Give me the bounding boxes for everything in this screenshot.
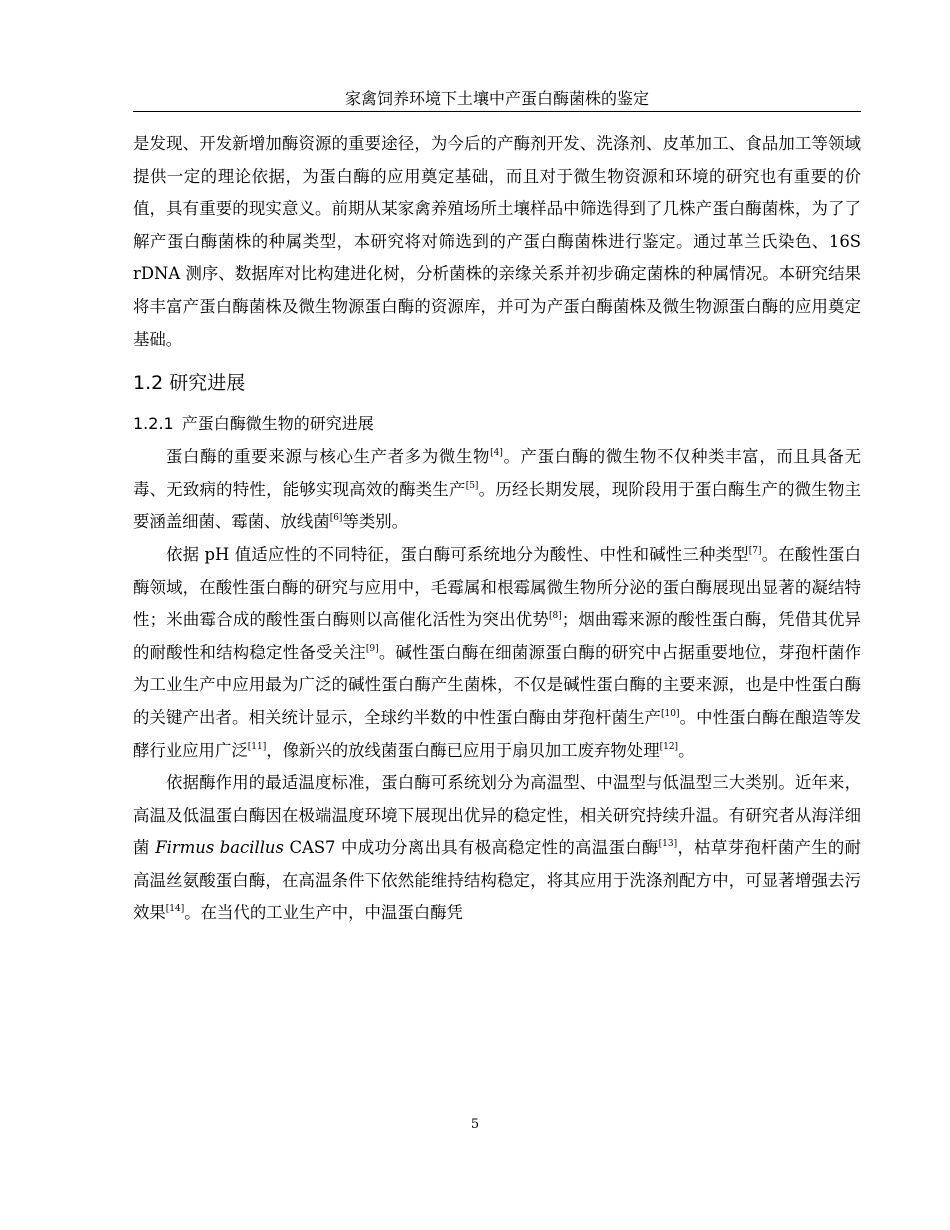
citation: [14] xyxy=(165,904,185,915)
subsection-title: 产蛋白酶微生物的研究进展 xyxy=(181,414,374,434)
text-run: 。碱性蛋白酶在细菌源蛋白酶的研究中占据重要地位，芽孢杆菌作为工业生产中应用最为广泛的碱性蛋白酶产生菌株，不仅是碱性蛋白酶的主要来源，也是中性蛋白酶的关键产出者。相关统计显示，全球约半数的中性蛋白酶由芽孢杆菌生产 xyxy=(133,642,862,727)
text-run: 。在酸性蛋白酶领域，在酸性蛋白酶的研究与应用中，毛霉属和根霉属微生物所分泌的蛋白酶展现出显著的凝结特性；米曲霉合成的酸性蛋白酶则以高催化活性为突出优势 xyxy=(133,544,862,630)
paragraph-microbial-sources xyxy=(133,441,861,539)
text-run: 。中性蛋白酶在酿造等发酵行业应用广泛 xyxy=(133,707,862,760)
page-number: 5 xyxy=(470,1117,480,1132)
subsection-number: 1.2.1 xyxy=(133,414,174,434)
species-name: Firmus bacillus xyxy=(155,838,284,858)
text-run: ，枯草芽孢杆菌产生的耐高温丝氨酸蛋白酶，在高温条件下依然能维持结构稳定，将其应用于洗涤剂配方中，可显著增强去污效果 xyxy=(133,838,862,923)
text-run: ，像新兴的放线菌蛋白酶已应用于扇贝加工废弃物处理 xyxy=(266,740,660,760)
intro-paragraph: 是发现、开发新增加酶资源的重要途径，为今后的产酶剂开发、洗涤剂、皮革加工、食品加工等领域提供一定的理论依据，为蛋白酶的应用奠定基础，而且对于微生物资源和环境的研究也有重要的价值，具有重要的现实意义。前期从某家禽养殖场所土壤样品中筛选得到了几株产蛋白酶菌株，为了了解产蛋白酶菌株的种属类型，本研究将对筛选到的产蛋白酶菌株进行鉴定。通过革兰氏染色、16S rDNA 测序、数据库对比构建进化树，分析菌株的亲缘关系并初步确定菌株的种属情况。本研究结果将丰富产蛋白酶菌株及微生物源蛋白酶的资源库，并可为产蛋白酶菌株及微生物源蛋白酶的应用奠定基础。 xyxy=(133,134,861,349)
text-run: 依据 pH 值适应性的不同特征，蛋白酶可系统地分为酸性、中性和碱性三种类型 xyxy=(166,544,749,564)
text-run: 。在当代的工业生产中，中温蛋白酶凭 xyxy=(184,903,463,923)
citation: [6] xyxy=(329,513,343,524)
paragraph-ph-classification xyxy=(133,539,861,767)
text-run: CAS7 中成功分离出具有极高稳定性的高温蛋白酶 xyxy=(283,838,659,858)
page-body xyxy=(133,128,861,930)
citation: [4] xyxy=(490,448,503,459)
text-run: 。历经长期发展，现阶段用于蛋白酶生产的微生物主要涵盖细菌、霉菌、放线菌 xyxy=(133,479,862,532)
citation: [12] xyxy=(659,741,679,752)
citation: [13] xyxy=(658,839,678,850)
section-heading: 1.2 研究进展 xyxy=(133,372,246,395)
subsection-heading xyxy=(133,404,861,441)
citation: [9] xyxy=(365,643,379,654)
citation: [5] xyxy=(465,480,479,491)
text-run: 。 xyxy=(678,740,695,760)
citation: [7] xyxy=(748,545,762,556)
citation: [11] xyxy=(247,741,267,752)
text-run: 依据酶作用的最适温度标准，蛋白酶可系统划分为高温型、中温型与低温型三大类别。近年来，高温及低温蛋白酶因在极端温度环境下展现出优异的稳定性，相关研究持续升温。有研究者从海洋细菌 xyxy=(133,773,861,858)
text-run: 等类别。 xyxy=(342,512,408,532)
citation: [10] xyxy=(661,708,680,719)
text-run: 。产蛋白酶的微生物不仅种类丰富，而且具备无毒、无致病的特性，能够实现高效的酶类生产 xyxy=(133,447,862,499)
text-run: ；烟曲霉来源的酸性蛋白酶，凭借其优异的耐酸性和结构稳定性备受关注 xyxy=(133,610,862,662)
running-header: 家禽饲养环境下土壤中产蛋白酶菌株的鉴定 xyxy=(344,89,649,108)
header-rule xyxy=(133,111,861,112)
text-run: 蛋白酶的重要来源与核心生产者多为微生物 xyxy=(166,447,491,467)
paragraph-temperature-classification xyxy=(133,767,861,930)
citation: [8] xyxy=(549,611,562,622)
